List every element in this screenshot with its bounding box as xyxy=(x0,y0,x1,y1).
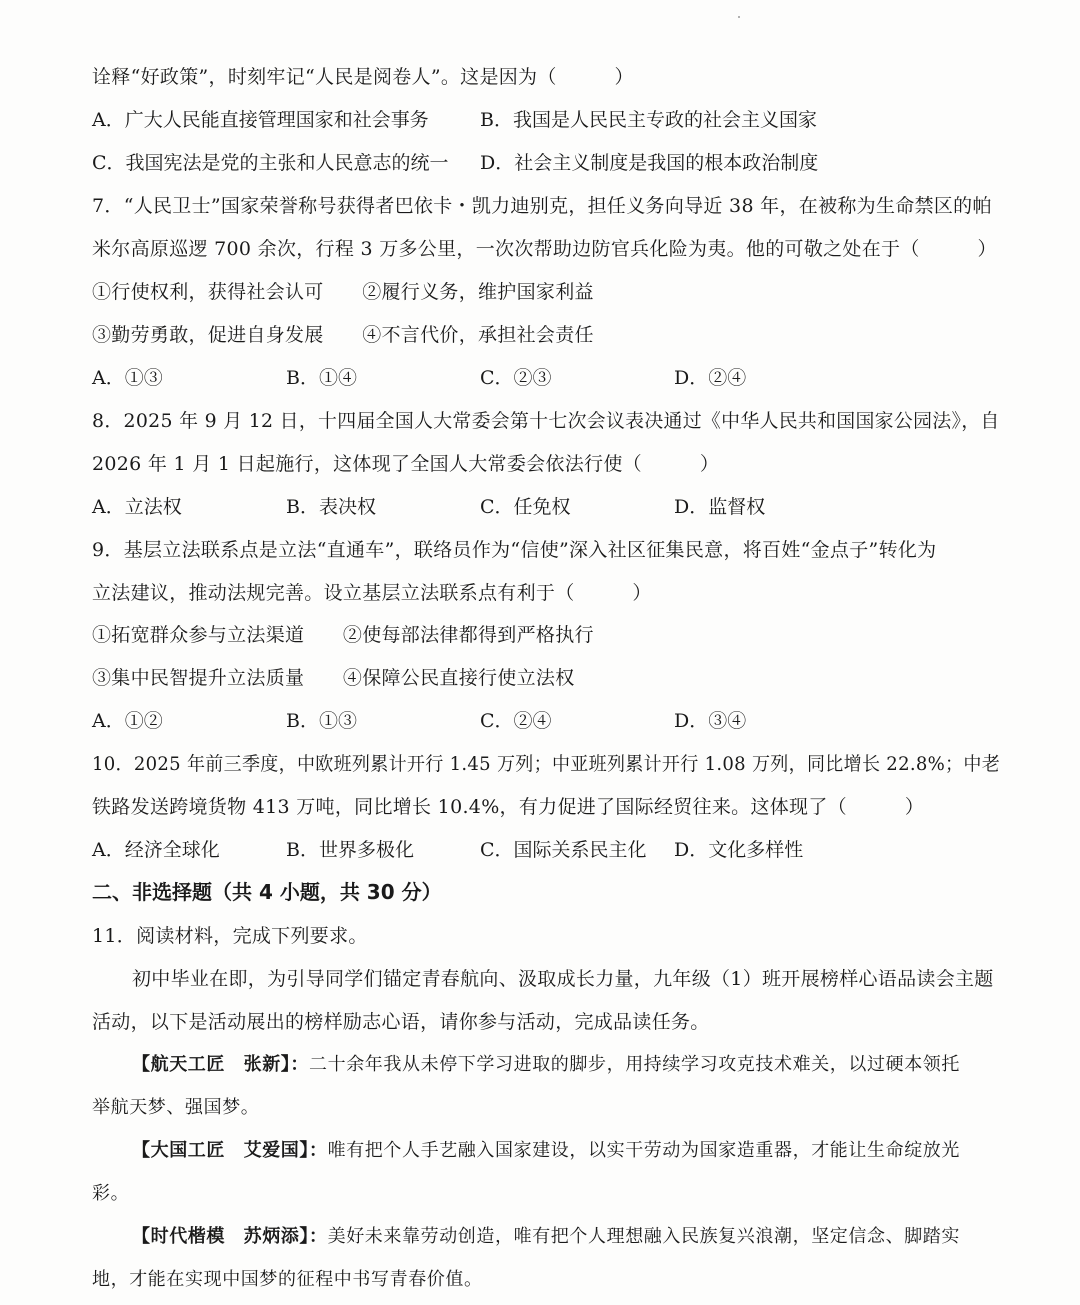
q9-stem-line2: 立法建议，推动法规完善。设立基层立法联系点有利于（ ） xyxy=(92,582,652,604)
quote-1-text: 二十余年我从未停下学习进取的脚步，用持续学习攻克技术难关，以过硬本领托 xyxy=(309,1054,960,1075)
q9-option-d: D．③④ xyxy=(674,710,747,732)
q9-option-c: C．②④ xyxy=(480,710,552,732)
quote-2-text: 唯有把个人手艺融入国家建设，以实干劳动为国家造重器，才能让生命绽放光 xyxy=(327,1140,961,1161)
q7-stem-line1: 7．“人民卫士”国家荣誉称号获得者巴依卡・凯力迪别克，担任义务向导近 38 年，在被称为生命禁区的帕 xyxy=(92,195,992,217)
q7-statements-row1: ①行使权利，获得社会认可 ②履行义务，维护国家利益 xyxy=(92,281,594,303)
quote-3-speaker: 【时代楷模 苏炳添】： xyxy=(132,1226,328,1247)
q6-option-b: B．我国是人民民主专政的社会主义国家 xyxy=(480,109,817,131)
q10-stem-line2: 铁路发送跨境货物 413 万吨，同比增长 10.4%，有力促进了国际经贸往来。这体现了（ ） xyxy=(92,796,925,818)
scan-speck xyxy=(738,16,740,18)
q7-option-d: D．②④ xyxy=(674,367,747,389)
q9-option-b: B．①③ xyxy=(286,710,357,732)
quote-2-line1 xyxy=(132,1138,960,1164)
q10-option-a: A．经济全球化 xyxy=(92,839,220,861)
q10-option-b: B．世界多极化 xyxy=(286,839,414,861)
q8-option-d: D．监督权 xyxy=(674,496,766,518)
quote-2-speaker: 【大国工匠 艾爱国】： xyxy=(132,1140,328,1161)
q11-stem: 11．阅读材料，完成下列要求。 xyxy=(92,925,368,947)
q10-stem-line1: 10．2025 年前三季度，中欧班列累计开行 1.45 万列；中亚班列累计开行 1.08 万列，同比增长 22.8%；中老 xyxy=(92,753,1001,775)
q7-stem-line2: 米尔高原巡逻 700 余次，行程 3 万多公里，一次次帮助边防官兵化险为夷。他的可敬之处在于（ ） xyxy=(92,238,997,260)
quote-3-line1 xyxy=(132,1224,960,1250)
q9-stem-line1: 9．基层立法联系点是立法“直通车”，联络员作为“信使”深入社区征集民意，将百姓“金点子”转化为 xyxy=(92,539,937,561)
quote-3-line2: 地，才能在实现中国梦的征程中书写青春价值。 xyxy=(92,1269,483,1290)
q10-option-c: C．国际关系民主化 xyxy=(480,839,647,861)
q11-material-line1: 初中毕业在即，为引导同学们锚定青春航向、汲取成长力量，九年级（1）班开展榜样心语品读会主题 xyxy=(132,968,994,990)
q11-material-line2: 活动，以下是活动展出的榜样励志心语，请你参与活动，完成品读任务。 xyxy=(92,1011,710,1033)
section-2-heading: 二、非选择题（共 4 小题，共 30 分） xyxy=(92,880,442,904)
quote-3-text: 美好未来靠劳动创造，唯有把个人理想融入民族复兴浪潮，坚定信念、脚踏实 xyxy=(327,1226,961,1247)
q7-statements-row2: ③勤劳勇敢，促进自身发展 ④不言代价，承担社会责任 xyxy=(92,324,594,346)
q7-option-b: B．①④ xyxy=(286,367,357,389)
q6-option-c: C．我国宪法是党的主张和人民意志的统一 xyxy=(92,152,449,174)
q6-option-a: A．广大人民能直接管理国家和社会事务 xyxy=(92,109,429,131)
quote-2-line2: 彩。 xyxy=(92,1183,130,1204)
q8-stem-line1: 8．2025 年 9 月 12 日，十四届全国人大常委会第十七次会议表决通过《中华人民共和国国家公园法》，自 xyxy=(92,410,1000,432)
quote-1-line2: 举航天梦、强国梦。 xyxy=(92,1097,260,1118)
q8-option-a: A．立法权 xyxy=(92,496,182,518)
q8-option-c: C．任免权 xyxy=(480,496,571,518)
q10-option-d: D．文化多样性 xyxy=(674,839,804,861)
q8-stem-line2: 2026 年 1 月 1 日起施行，这体现了全国人大常委会依法行使（ ） xyxy=(92,453,720,475)
q6-stem: 诠释“好政策”，时刻牢记“人民是阅卷人”。这是因为（ ） xyxy=(92,66,634,88)
q8-option-b: B．表决权 xyxy=(286,496,376,518)
quote-1-line1 xyxy=(132,1052,960,1078)
q9-statements-row2: ③集中民智提升立法质量 ④保障公民直接行使立法权 xyxy=(92,667,575,689)
q9-option-a: A．①② xyxy=(92,710,163,732)
quote-1-speaker: 【航天工匠 张新】： xyxy=(132,1054,309,1075)
q9-statements-row1: ①拓宽群众参与立法渠道 ②使每部法律都得到严格执行 xyxy=(92,624,594,646)
q7-option-c: C．②③ xyxy=(480,367,552,389)
q7-option-a: A．①③ xyxy=(92,367,163,389)
q6-option-d: D．社会主义制度是我国的根本政治制度 xyxy=(480,152,819,174)
